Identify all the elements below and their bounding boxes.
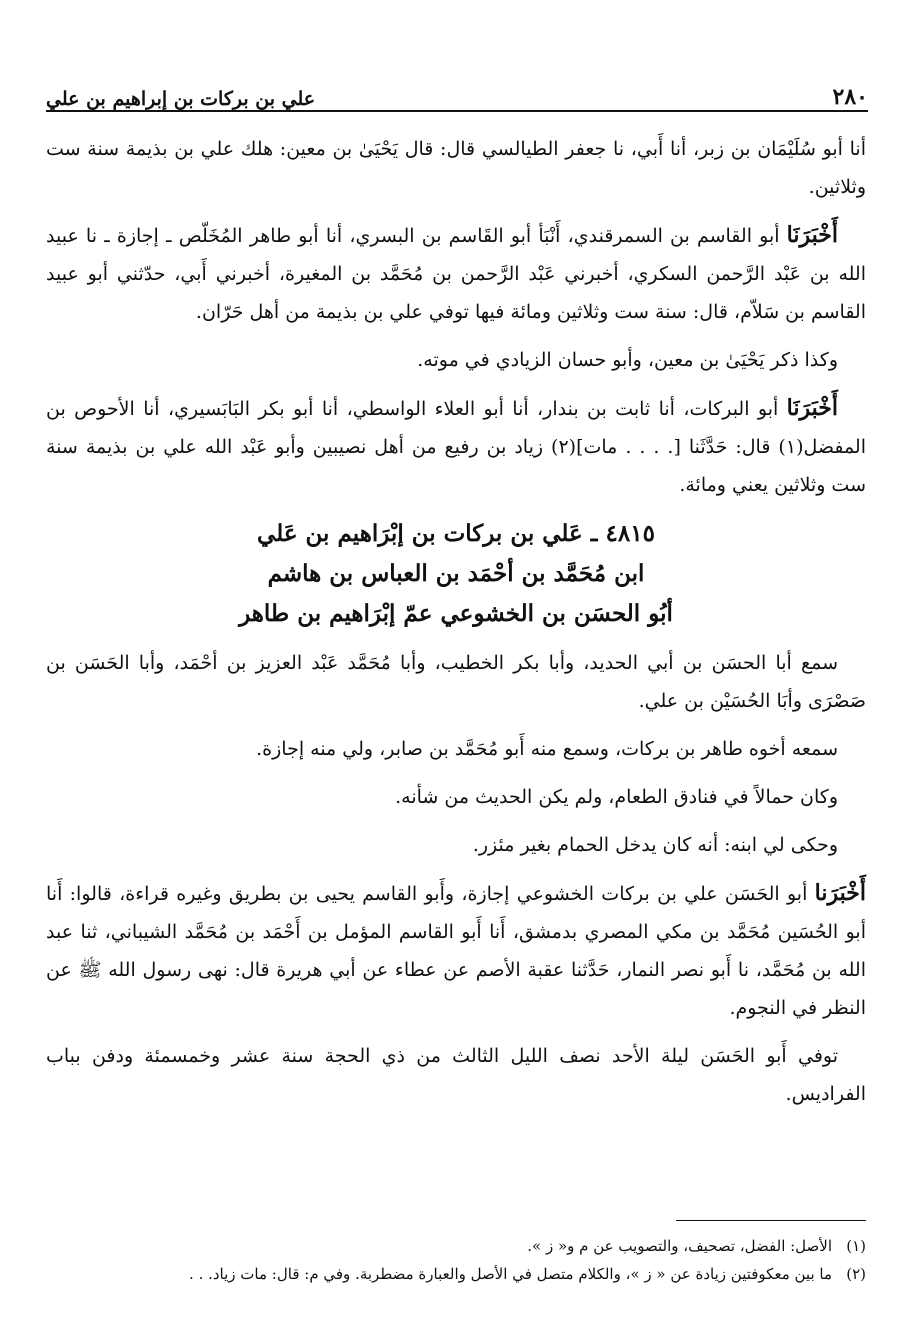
paragraph-text: وحكى لي ابنه: أنه كان يدخل الحمام بغير مئزر.	[472, 834, 838, 856]
paragraph-text: وكذا ذكر يَحْيَىٰ بن معين، وأبو حسان الزيادي في موته.	[417, 349, 838, 371]
paragraph	[46, 730, 866, 768]
header-rule	[46, 110, 868, 112]
paragraph	[46, 389, 866, 504]
paragraph	[46, 341, 866, 379]
paragraph-text: أبو القاسم بن السمرقندي، أَنْبَأ أبو القَاسم بن البسري، أنا أبو طاهر المُخَلّص ـ إجازة ـ نا عبيد الله بن عَبْد الرَّحمن السكري، أخبرني عَبْد الرَّحمن بن مُحَمَّد بن المغيرة، أخبرني أَبي، حدّثني أبو عبيد القاسم بن سَلاّم، قال: سنة ست وثلاثين ومائة فيها توفي علي بن بذيمة من أهل حَرّان.	[46, 225, 866, 323]
footnote-number: (٢)	[846, 1265, 866, 1283]
paragraph	[46, 826, 866, 864]
paragraph	[46, 644, 866, 720]
footnote-number: (١)	[846, 1237, 866, 1255]
footnote-text: الأصل: الفضل، تصحيف، والتصويب عن م و« ز ».	[527, 1237, 832, 1255]
page-number: ٢٨٠	[832, 84, 868, 110]
paragraph-text: أبو الحَسَن علي بن بركات الخشوعي إجازة، وأَبو القاسم يحيى بن بطريق وغيره قراءة، قالوا: أَنا أبو الحُسَين مُحَمَّد بن مكي المصري بدمشق، أَنا أَبو القاسم المؤمل بن أَحْمَد بن مُحَمَّد الشيباني، ثنا عبد الله بن مُحَمَّد، نا أَبو نصر النمار، حَدَّثنا عقبة الأصم عن عطاء عن أبي هريرة قال: نهى رسول الله ﷺ عن النظر في النجوم.	[46, 883, 866, 1019]
entry-heading	[46, 514, 866, 634]
page-header	[46, 70, 868, 110]
paragraph-text: أبو البركات، أنا ثابت بن بندار، أنا أبو العلاء الواسطي، أنا أبو بكر البَابَسيري، أنا الأحوص بن المفضل(١) قال: حَدَّثَنا [. . . . مات](٢) زياد بن رفيع من أهل نصيبين وأبو عَبْد الله علي بن بذيمة سنة ست وثلاثين يعني ومائة.	[46, 398, 867, 496]
akhbarana-lead: أَخْبَرَنَا	[786, 395, 838, 421]
akhbarana-lead: أَخْبَرَنَا	[786, 222, 838, 248]
akhbarana-lead: أَخْبَرَنا	[814, 880, 866, 906]
entry-title-line: ابن مُحَمَّد بن أحْمَد بن العباس بن هاشم	[267, 560, 645, 587]
paragraph-text: وكان حمالاً في فنادق الطعام، ولم يكن الحديث من شأنه.	[395, 786, 838, 808]
paragraph	[46, 130, 866, 206]
footnote-text: ما بين معكوفتين زيادة عن « ز »، والكلام متصل في الأصل والعبارة مضطربة. وفي م: قال: مات زياد. . .	[189, 1265, 832, 1283]
footnote	[46, 1232, 866, 1260]
paragraph-text: أنا أبو سُلَيْمَان بن زبر، أنا أَبي، نا جعفر الطيالسي قال: قال يَحْيَىٰ بن معين: هلك علي بن بذيمة سنة ست وثلاثين.	[46, 138, 866, 198]
main-text	[46, 130, 866, 1123]
paragraph-text: سمع أبا الحسَن بن أبي الحديد، وأبا بكر الخطيب، وأبا مُحَمَّد عَبْد العزيز بن أحْمَد، وأبا الحَسَن بن صَصْرَى وأبَا الحُسَيْن بن علي.	[46, 652, 866, 712]
entry-title-line: أبُو الحسَن بن الخشوعي عمّ إبْرَاهيم بن طاهر	[239, 600, 673, 627]
paragraph	[46, 874, 866, 1027]
paragraph-text: توفي أَبو الحَسَن ليلة الأحد نصف الليل الثالث من ذي الحجة سنة عشر وخمسمئة ودفن بباب الفراديس.	[46, 1045, 866, 1105]
footnotes	[46, 1232, 866, 1288]
entry-title-line: ٤٨١٥ ـ عَلي بن بركات بن إبْرَاهيم بن عَلي	[257, 520, 655, 547]
running-title: علي بن بركات بن إبراهيم بن علي	[46, 88, 316, 110]
footnote	[46, 1260, 866, 1288]
paragraph	[46, 216, 866, 331]
paragraph	[46, 778, 866, 816]
paragraph	[46, 1037, 866, 1113]
paragraph-text: سمعه أخوه طاهر بن بركات، وسمع منه أَبو مُحَمَّد بن صابر، ولي منه إجازة.	[256, 738, 838, 760]
footnote-separator	[676, 1220, 866, 1221]
